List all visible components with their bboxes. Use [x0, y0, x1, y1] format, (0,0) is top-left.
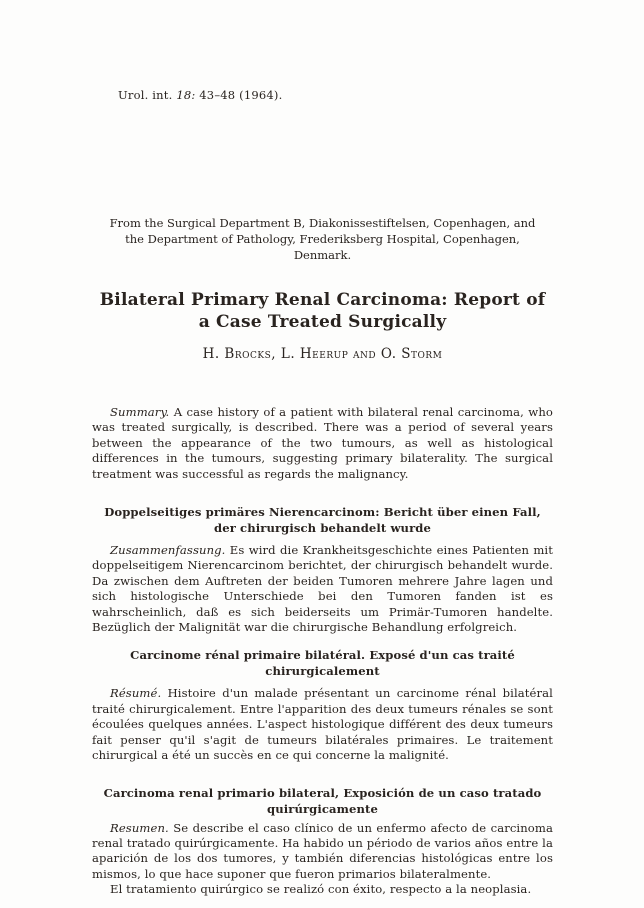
journal-volume: 18: [176, 88, 196, 102]
spanish-paragraph [92, 821, 553, 883]
section-summary-spanish [92, 785, 553, 898]
german-label: Zusammenfassung. [110, 543, 226, 558]
journal-reference [118, 88, 553, 102]
french-paragraph [92, 686, 553, 763]
journal-pages-year: 43–48 (1964). [195, 88, 283, 102]
affiliation: From the Surgical Department B, Diakonissestiftelsen, Copenhagen, and the Department of Pathology, Frederiksberg Hospital, Copenhagen, Denmark. [109, 216, 536, 262]
german-text: Es wird die Krankheitsgeschichte eines Patienten mit doppelseitigem Nierencarcinom berichtet, der chirurgisch behandelt wurde. Da zwischen dem Auftreten der beiden Tumoren mehrere Jahre lagen und sich histologische Unterschiede bei den Tumoren fanden ist es wahrscheinlich, daß es sich beiderseits um Primär-Tumoren handelte. Bezüglich der Malignität war die chirurgische Behandlung erfolgreich. [92, 543, 553, 635]
summary-paragraph [92, 405, 553, 482]
summary-text: A case history of a patient with bilateral renal carcinoma, who was treated surgically, is described. There was a period of several years between the appearance of the two tumours, as well as histological differences in the tumours, suggesting primary bilaterality. The surgical treatment was successful as regards the malignancy. [92, 405, 553, 481]
section-summary-english [92, 405, 553, 482]
german-heading: Doppelseitiges primäres Nierencarcinom: Bericht über einen Fall, der chirurgisch behandelt wurde [104, 505, 541, 536]
authors-line: H. Brocks, L. Heerup and O. Storm [202, 346, 443, 362]
spanish-label: Resumen. [110, 820, 169, 835]
section-summary-french [92, 647, 553, 763]
section-summary-german [92, 504, 553, 635]
french-heading: Carcinome rénal primaire bilatéral. Exposé d'un cas traité chirurgicalement [130, 648, 515, 679]
german-paragraph [92, 543, 553, 635]
french-text: Histoire d'un malade présentant un carcinome rénal bilatéral traité chirurgicalement. Entre l'apparition des deux tumeurs rénales se sont écoulées quelques années. L'aspect histologique différent des deux tumeurs fait penser qu'il s'agit de tumeurs bilatérales primaires. Le traitement chirurgical a été un succès en ce qui concerne la malignité. [92, 686, 553, 763]
article-title: Bilateral Primary Renal Carcinoma: Report of a Case Treated Surgically [99, 290, 546, 332]
summary-label: Summary. [110, 405, 170, 419]
spanish-heading: Carcinoma renal primario bilateral, Exposición de un caso tratado quirúrgicamente [103, 785, 542, 816]
journal-name: Urol. int. [118, 88, 177, 102]
spanish-paragraph-2: El tratamiento quirúrgico se realizó con éxito, respecto a la neoplasia. [110, 882, 532, 897]
spanish-text: Se describe el caso clínico de un enfermo afecto de carcinoma renal tratado quirúrgicamente. Ha habido un périodo de varios años entre la aparición de los dos tumores, y también diferencias histológicas entre los mismos, lo que hace suponer que fueron primarios bilateralmente. [92, 820, 553, 881]
french-label: Résumé. [110, 686, 162, 701]
